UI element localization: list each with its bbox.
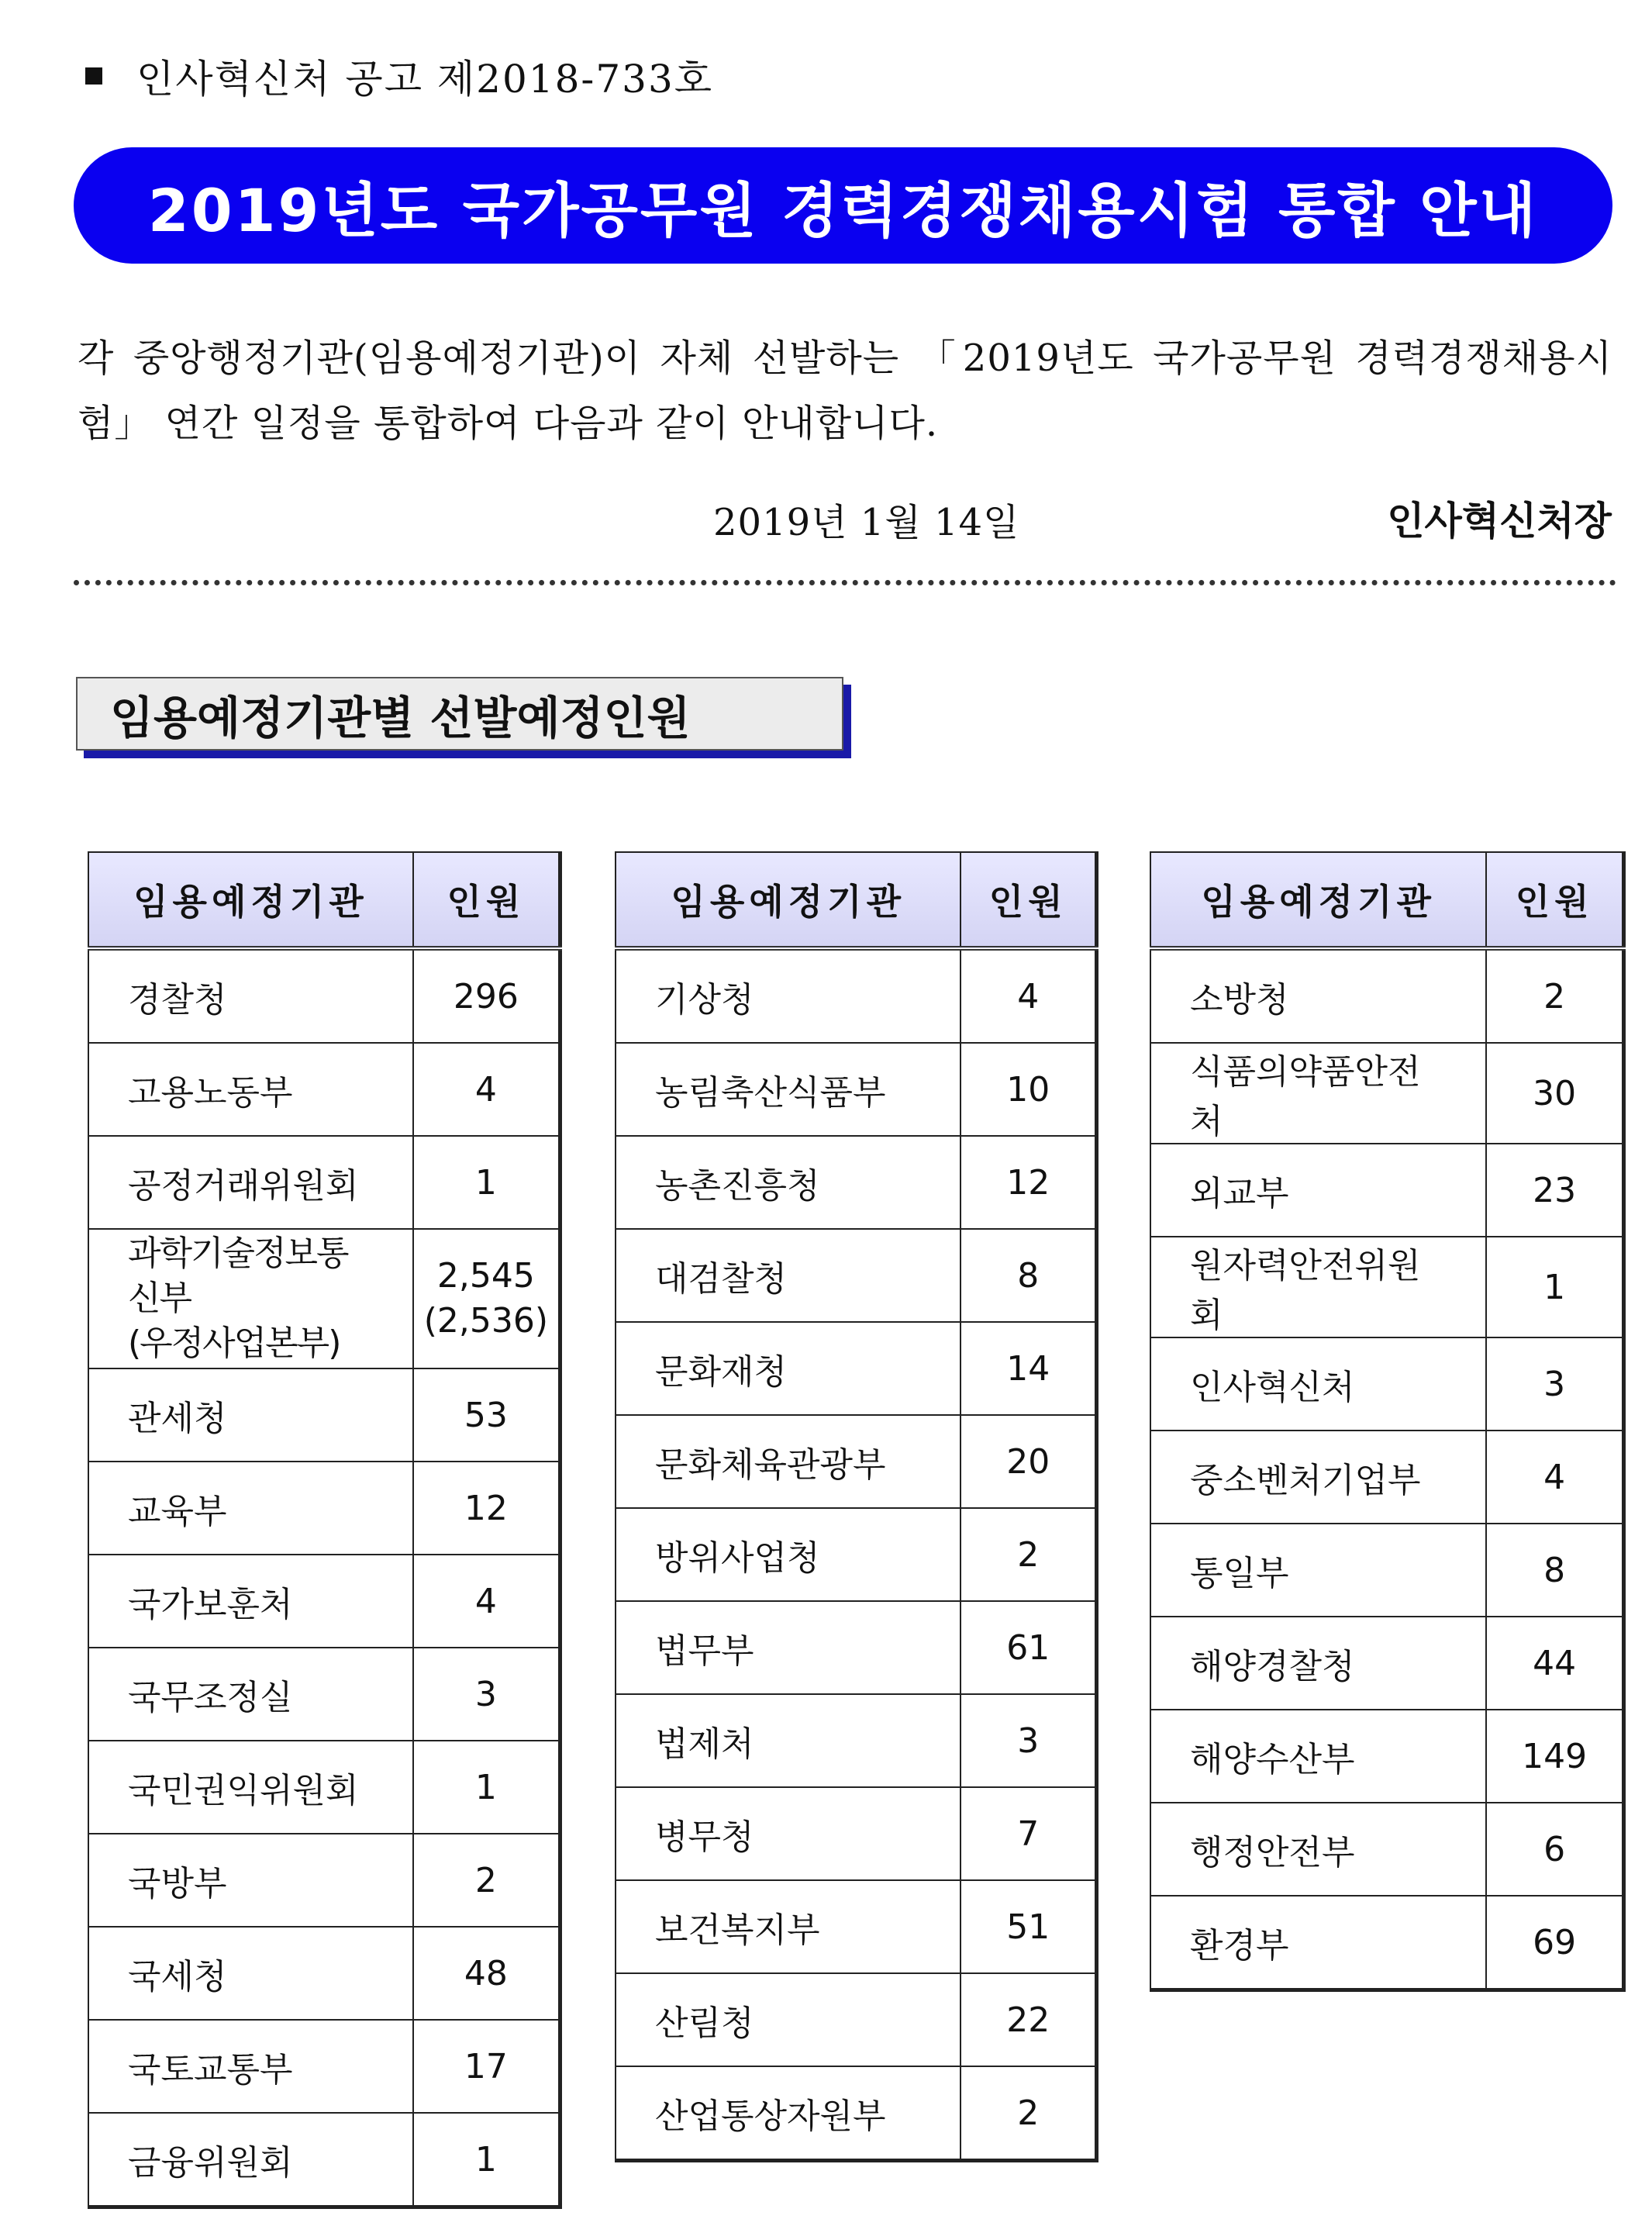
table-row (616, 2066, 1097, 2161)
table-row (88, 1229, 560, 1368)
table-row (88, 1927, 560, 2020)
agency-count: 2 (1486, 948, 1623, 1043)
agency-name: 국방부 (88, 1834, 413, 1927)
header-agency: 임용예정기관 (616, 852, 961, 948)
header-agency: 임용예정기관 (88, 852, 413, 948)
agency-name: 중소벤처기업부 (1150, 1431, 1486, 1524)
table-row (1150, 1896, 1624, 1990)
agency-count: 53 (413, 1368, 560, 1462)
agency-count: 4 (413, 1555, 560, 1648)
agency-name: 방위사업청 (616, 1508, 961, 1601)
table-row (1150, 1144, 1624, 1237)
table-row (616, 1229, 1097, 1322)
agency-count: 30 (1486, 1043, 1623, 1144)
agency-name: 외교부 (1150, 1144, 1486, 1237)
agency-name: 문화체육관광부 (616, 1415, 961, 1508)
agency-count: 3 (413, 1648, 560, 1741)
agency-name: 기상청 (616, 948, 961, 1043)
header-count: 인원 (413, 852, 560, 948)
agency-count: 3 (961, 1694, 1096, 1787)
table-row (1150, 1524, 1624, 1617)
agency-name: 병무청 (616, 1787, 961, 1880)
table-row (616, 1787, 1097, 1880)
agency-name: 농촌진흥청 (616, 1136, 961, 1229)
table-row (1150, 1043, 1624, 1144)
table-row (1150, 1237, 1624, 1337)
table-row (616, 1043, 1097, 1136)
agency-name: 국무조정실 (88, 1648, 413, 1741)
agency-count: 6 (1486, 1803, 1623, 1896)
table-row (1150, 1337, 1624, 1431)
agency-count: 61 (961, 1601, 1096, 1694)
agency-name: 농림축산식품부 (616, 1043, 961, 1136)
agency-name: 통일부 (1150, 1524, 1486, 1617)
issuer-name: 인사혁신처장 (1387, 499, 1612, 544)
header-count: 인원 (961, 852, 1096, 948)
agency-count: 8 (1486, 1524, 1623, 1617)
table-row (88, 2113, 560, 2207)
agency-count: 51 (961, 1880, 1096, 1973)
agency-count: 296 (413, 948, 560, 1043)
agency-count: 8 (961, 1229, 1096, 1322)
table-row (88, 1136, 560, 1229)
table-row (1150, 1431, 1624, 1524)
agency-name: 법무부 (616, 1601, 961, 1694)
agency-name: 국가보훈처 (88, 1555, 413, 1648)
agency-count: 4 (961, 948, 1096, 1043)
table-row (88, 1555, 560, 1648)
agency-name: 경찰청 (88, 948, 413, 1043)
agency-name: 교육부 (88, 1462, 413, 1555)
agency-count: 17 (413, 2020, 560, 2113)
table-row (616, 948, 1097, 1043)
table-row (616, 1136, 1097, 1229)
agency-count: 12 (961, 1136, 1096, 1229)
header-count: 인원 (1486, 852, 1623, 948)
agency-name: 해양수산부 (1150, 1710, 1486, 1803)
agency-name: 법제처 (616, 1694, 961, 1787)
table-row (88, 1648, 560, 1741)
agency-name: 국토교통부 (88, 2020, 413, 2113)
agency-name: 문화재청 (616, 1322, 961, 1415)
table-row (1150, 1803, 1624, 1896)
table-row (1150, 1710, 1624, 1803)
agency-table-3 (1150, 851, 1626, 1992)
agency-name: 관세청 (88, 1368, 413, 1462)
table-row (616, 1694, 1097, 1787)
agency-name: 환경부 (1150, 1896, 1486, 1990)
agency-count: 23 (1486, 1144, 1623, 1237)
agency-count: 44 (1486, 1617, 1623, 1710)
agency-count: 2 (413, 1834, 560, 1927)
table-row (88, 2020, 560, 2113)
agency-name: 산림청 (616, 1973, 961, 2066)
agency-count: 4 (1486, 1431, 1623, 1524)
table-row (88, 1741, 560, 1834)
agency-table-2 (615, 851, 1098, 2162)
table-row (88, 1368, 560, 1462)
table-row (616, 1973, 1097, 2066)
table-row (616, 1880, 1097, 1973)
agency-count: 3 (1486, 1337, 1623, 1431)
table-row (1150, 1617, 1624, 1710)
agency-name: 고용노동부 (88, 1043, 413, 1136)
agency-count: 14 (961, 1322, 1096, 1415)
agency-count: 7 (961, 1787, 1096, 1880)
banner-title: 2019년도 국가공무원 경력경쟁채용시험 통합 안내 (74, 147, 1612, 264)
agency-count: 1 (413, 1136, 560, 1229)
table-row (88, 1043, 560, 1136)
agency-count: 149 (1486, 1710, 1623, 1803)
table-row (1150, 948, 1624, 1043)
agency-count: 10 (961, 1043, 1096, 1136)
dotted-divider (74, 580, 1616, 585)
table-row (616, 1322, 1097, 1415)
agency-count: 20 (961, 1415, 1096, 1508)
agency-name: 공정거래위원회 (88, 1136, 413, 1229)
agency-name: 원자력안전위원회 (1150, 1237, 1486, 1337)
agency-name: 국세청 (88, 1927, 413, 2020)
agency-count: 2,545 (2,536) (413, 1229, 560, 1368)
agency-count: 12 (413, 1462, 560, 1555)
table-row (616, 1508, 1097, 1601)
agency-name: 산업통상자원부 (616, 2066, 961, 2161)
agency-count: 1 (413, 1741, 560, 1834)
agency-count: 1 (413, 2113, 560, 2207)
agency-count: 48 (413, 1927, 560, 2020)
agency-count: 2 (961, 2066, 1096, 2161)
table-row (616, 1601, 1097, 1694)
agency-table-1 (88, 851, 562, 2209)
agency-count: 1 (1486, 1237, 1623, 1337)
agency-name: 인사혁신처 (1150, 1337, 1486, 1431)
agency-name: 대검찰청 (616, 1229, 961, 1322)
intro-paragraph: 각 중앙행정기관(임용예정기관)이 자체 선발하는 「2019년도 국가공무원 경력경쟁채용시험」 연간 일정을 통합하여 다음과 같이 안내합니다. (78, 337, 1612, 445)
agency-name: 과학기술정보통신부 (우정사업본부) (88, 1229, 413, 1368)
agency-name: 금융위원회 (88, 2113, 413, 2207)
agency-name: 해양경찰청 (1150, 1617, 1486, 1710)
notice-number (85, 48, 713, 104)
announcement-date: 2019년 1월 14일 (713, 501, 1020, 544)
table-row (616, 1415, 1097, 1508)
table-row (88, 948, 560, 1043)
agency-count: 22 (961, 1973, 1096, 2066)
agency-name: 보건복지부 (616, 1880, 961, 1973)
table-row (88, 1462, 560, 1555)
agency-count: 4 (413, 1043, 560, 1136)
agency-count: 2 (961, 1508, 1096, 1601)
agency-count: 69 (1486, 1896, 1623, 1990)
agency-name: 식품의약품안전처 (1150, 1043, 1486, 1144)
header-agency: 임용예정기관 (1150, 852, 1486, 948)
table-row (88, 1834, 560, 1927)
notice-text: 인사혁신처 공고 제2018-733호 (136, 57, 714, 102)
agency-name: 소방청 (1150, 948, 1486, 1043)
section-title: 임용예정기관별 선발예정인원 (76, 677, 843, 751)
agency-name: 행정안전부 (1150, 1803, 1486, 1896)
bullet-square-icon (85, 67, 102, 85)
agency-name: 국민권익위원회 (88, 1741, 413, 1834)
